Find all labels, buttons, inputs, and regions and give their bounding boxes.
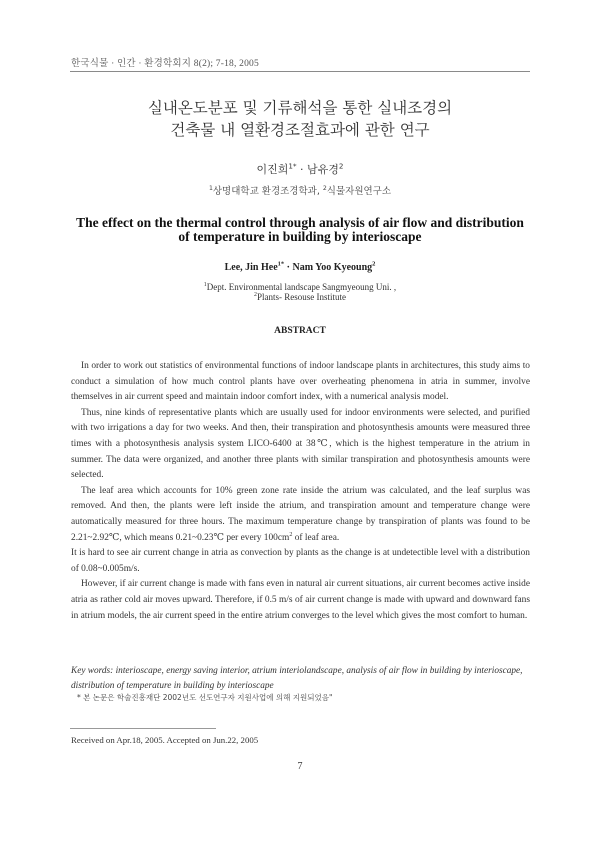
journal-header: 한국식물 · 인간 · 환경학회지 8(2); 7-18, 2005 xyxy=(71,59,259,69)
abstract-paragraph-3 xyxy=(71,484,530,546)
english-affil-line-1 xyxy=(0,282,600,292)
abstract-heading: ABSTRACT xyxy=(274,326,326,336)
abstract-paragraph-3-end: of leaf area. xyxy=(292,532,340,543)
footnote-divider xyxy=(70,728,216,729)
korean-affil-2: 식물자원연구소 xyxy=(326,186,392,197)
english-authors xyxy=(0,262,600,273)
korean-author-2: 남유경 xyxy=(307,163,339,176)
korean-author-1: 이진희 xyxy=(256,163,289,176)
english-affil-line-2 xyxy=(0,292,600,302)
abstract-paragraph-3-superscript: 2 xyxy=(289,531,293,538)
english-title: The effect on the thermal control through analysis of air flow and distribution of temperature in building by interioscape xyxy=(76,215,524,244)
english-author-1-marker: 1* xyxy=(277,260,285,268)
received-dates: Received on Apr.18, 2005. Accepted on Jun.22, 2005 xyxy=(71,735,259,745)
keywords: Key words: interioscape, energy saving interior, atrium interiolandscape, analysis of air flow in building by interioscape, distribution of temperature in building by interioscape xyxy=(71,666,523,691)
english-affil-1-marker: 1 xyxy=(203,282,207,288)
korean-affil-2-marker: 2 xyxy=(322,184,327,192)
abstract-paragraph-5: However, if air current change is made with fans even in natural air current situations, air current becomes active inside atria as rather cold air moves upward. Therefore, if 0.5 m/s of air current change is made with upward and downward fans in atrium models, the air current speed in the entire atrium converges to the level which gives the most comfort to human. xyxy=(71,579,530,621)
korean-title-line-1: 실내온도분포 및 기류해석을 통한 실내조경의 xyxy=(147,99,453,117)
korean-affiliations xyxy=(0,183,600,197)
english-author-2-marker: 2 xyxy=(372,260,376,268)
abstract-paragraph-4: It is hard to see air current change in atria as convection by plants as the change is at undetectible level with a distribution of 0.08~0.005m/s. xyxy=(71,548,530,574)
author-separator: · xyxy=(296,163,308,176)
english-affil-2: Plants- Resouse Institute xyxy=(256,292,346,302)
english-affil-2-marker: 2 xyxy=(254,292,257,298)
korean-author-1-marker: 1* xyxy=(288,161,297,171)
korean-affil-1-marker: 1 xyxy=(208,184,213,192)
header-divider xyxy=(70,71,530,72)
korean-affil-1: 상명대학교 환경조경학과, xyxy=(212,186,323,197)
english-author-2: Nam Yoo Kyeoung xyxy=(292,262,373,273)
abstract-body xyxy=(71,359,530,624)
korean-author-2-marker: 2 xyxy=(338,161,344,171)
abstract-paragraph-1: In order to work out statistics of environmental functions of indoor landscape plants in architectures, this study aims to conduct a simulation of how much control plants have over overheating phenomena in atria in summer, involve themselves in air current speed and maintain indoor comfort index, with a numerical analysis model. xyxy=(71,361,530,403)
korean-authors xyxy=(0,161,600,177)
korean-title-line-2: 건축물 내 열환경조절효과에 관한 연구 xyxy=(170,121,430,139)
english-author-1: Lee, Jin Hee xyxy=(224,262,278,273)
abstract-paragraph-2: Thus, nine kinds of representative plants which are usually used for indoor environments were selected, and purified with two irrigations a day for two weeks. And then, their transpiration and photosynthesis amounts were measured three times with a photosynthesis analysis system LICO-6400 at 38℃, which is the highest temperature in the atrium in summer. The data were organized, and another three plants with similar transpiration and photosynthesis amounts were selected. xyxy=(71,407,530,481)
english-affiliations xyxy=(0,282,600,302)
english-author-separator: · xyxy=(284,262,293,273)
funding-footnote: * 본 논문은 학술진흥재단 2002년도 선도연구자 지원사업에 의해 지원되었음" xyxy=(77,693,333,702)
english-affil-1: Dept. Environmental landscape Sangmyeoung Uni. , xyxy=(206,282,397,292)
page-number: 7 xyxy=(297,761,303,772)
abstract-paragraph-3-text: The leaf area which accounts for 10% green zone rate inside the atrium was calculated, and the leaf surplus was removed. And then, the plants were left inside the atrium, and transpiration amount and temperature change were automatically measured for three hours. The maximum temperature change by transpiration of plants was found to be 2.21~2.92℃, which means 0.21~0.23℃ per every 100cm xyxy=(71,485,530,543)
